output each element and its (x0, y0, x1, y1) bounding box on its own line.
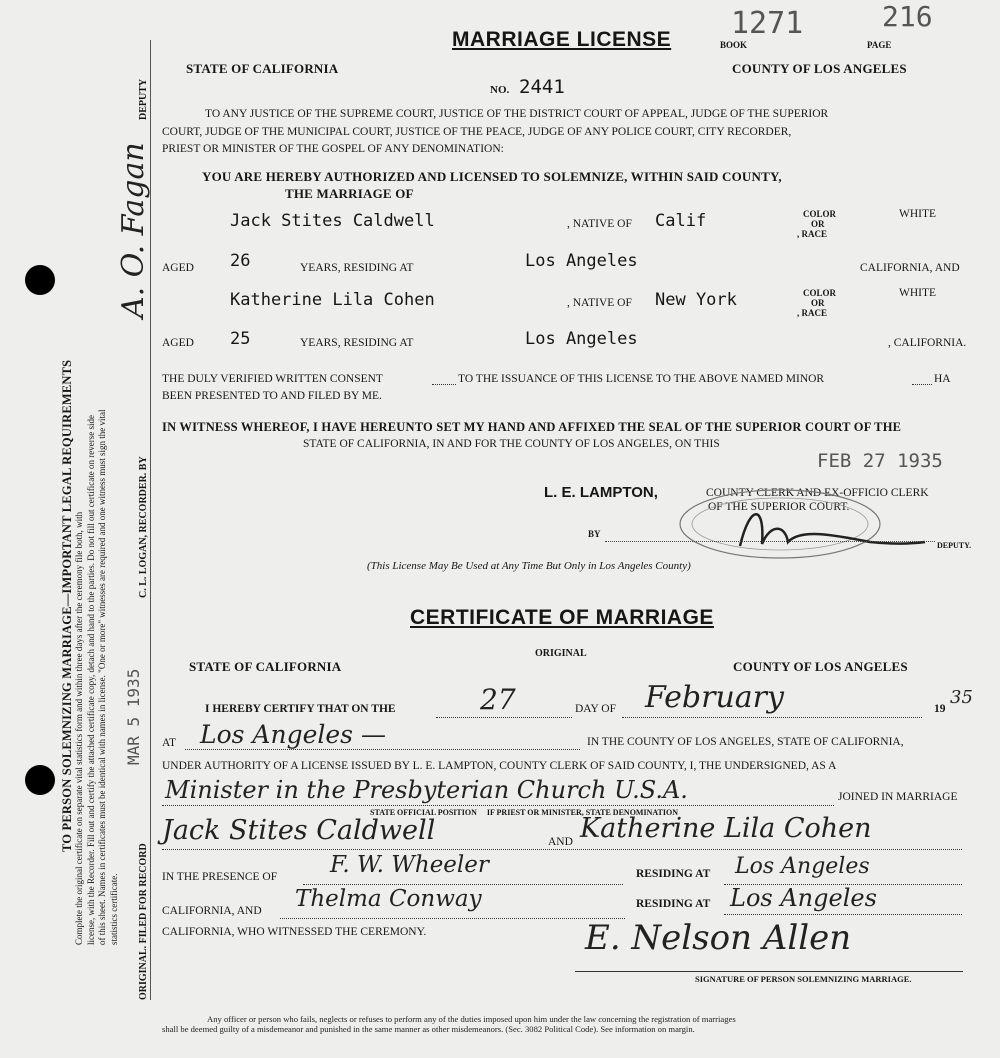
address-line: COURT, JUDGE OF THE MUNICIPAL COURT, JUSTICE OF THE PEACE, JUDGE OF ANY POLICE COURT, CITY RECORDER, (162, 126, 792, 138)
certify-label: I HEREBY CERTIFY THAT ON THE (205, 703, 396, 715)
native-of-label: , NATIVE OF (567, 218, 632, 230)
county-phrase: IN THE COUNTY OF LOS ANGELES, STATE OF CALIFORNIA, (587, 736, 904, 748)
license-date-stamp: FEB 27 1935 (817, 450, 943, 472)
license-deputy-label: DEPUTY. (937, 541, 972, 550)
consent-blank (432, 383, 456, 385)
recorder-filed-label: ORIGINAL. FILED FOR RECORD (138, 843, 149, 1000)
consent-label: HA (934, 373, 951, 385)
certificate-original-label: ORIGINAL (535, 648, 587, 659)
margin-deputy-label: DEPUTY (138, 78, 149, 120)
marriage-year: 35 (950, 687, 973, 708)
witness2-residence-line (724, 913, 962, 915)
california-and-label: CALIFORNIA, AND (860, 262, 960, 274)
groom-signature-name: Jack Stites Caldwell (162, 815, 436, 846)
book-number: 1271 (731, 6, 804, 41)
groom-age: 26 (230, 251, 251, 271)
day-line (436, 716, 572, 718)
or-label: OR (811, 219, 825, 229)
bride-signature-name: Katherine Lila Cohen (580, 813, 872, 844)
margin-instructions (74, 410, 120, 945)
bride-race: WHITE (899, 287, 937, 299)
authorized-line: YOU ARE HEREBY AUTHORIZED AND LICENSED TO SOLEMNIZE, WITHIN SAID COUNTY, (202, 169, 782, 184)
year-prefix: 19 (934, 703, 946, 715)
witness2-name: Thelma Conway (295, 886, 482, 912)
witness2-residence: Los Angeles (730, 884, 877, 912)
clerk-title: COUNTY CLERK AND EX-OFFICIO CLERK (706, 487, 929, 499)
month-line (622, 716, 922, 718)
day-of-label: DAY OF (575, 703, 617, 715)
margin-instructions-line: Complete the original certificate on separate vital statistics form and within three days after the ceremony file both, with (74, 511, 84, 945)
position-caption: STATE OFFICIAL POSITION IF PRIEST OR MINISTER, STATE DENOMINATION (370, 808, 678, 817)
authorized-line: THE MARRIAGE OF (285, 186, 414, 201)
footer-note (162, 1014, 736, 1034)
consent-label: TO THE ISSUANCE OF THIS LICENSE TO THE ABOVE NAMED MINOR (458, 373, 825, 385)
license-number: 2441 (519, 76, 565, 98)
by-label: BY (588, 529, 601, 539)
bride-name: Katherine Lila Cohen (230, 290, 435, 310)
years-residing-label: YEARS, RESIDING AT (300, 262, 414, 274)
groom-race: WHITE (899, 208, 937, 220)
residing-at-label: RESIDING AT (636, 898, 711, 910)
groom-name: Jack Stites Caldwell (230, 211, 435, 231)
margin-instructions-title: TO PERSON SOLEMNIZING MARRIAGE—IMPORTANT LEGAL REQUIREMENTS (60, 359, 74, 852)
witness1-line (303, 883, 623, 885)
certificate-title: CERTIFICATE OF MARRIAGE (410, 606, 714, 629)
deputy-signature-line (605, 541, 935, 542)
officiant-signature-line (575, 971, 963, 972)
filed-date-stamp: MAR 5 1935 (124, 668, 143, 765)
residing-at-label: RESIDING AT (636, 868, 711, 880)
recorder-name: C. L. LOGAN, RECORDER. BY (138, 456, 149, 598)
witnessed-label: CALIFORNIA, WHO WITNESSED THE CEREMONY. (162, 926, 427, 938)
native-of-label: , NATIVE OF (567, 297, 632, 309)
california-and-label: CALIFORNIA, AND (162, 905, 262, 917)
margin-instructions-line: statistics certificate. (108, 873, 119, 945)
consent-label: BEEN PRESENTED TO AND FILED BY ME. (162, 390, 382, 402)
clerk-name: L. E. LAMPTON, (544, 484, 658, 501)
license-usage-note: (This License May Be Used at Any Time But Only in Los Angeles County) (367, 560, 691, 572)
california-end-label: , CALIFORNIA. (888, 337, 967, 349)
punch-hole (25, 765, 55, 795)
color-label: COLOR (803, 209, 837, 219)
bride-age: 25 (230, 329, 251, 349)
address-line: TO ANY JUSTICE OF THE SUPREME COURT, JUSTICE OF THE DISTRICT COURT OF APPEAL, JUDGE OF THE SUPERIOR (205, 108, 829, 120)
signature-caption: SIGNATURE OF PERSON SOLEMNIZING MARRIAGE. (695, 974, 912, 984)
position-line (162, 804, 834, 806)
court-seal-and-deputy-signature (670, 484, 960, 564)
book-label: BOOK (720, 40, 748, 50)
marriage-place: Los Angeles — (200, 720, 386, 749)
years-residing-label: YEARS, RESIDING AT (300, 337, 414, 349)
certificate-county: COUNTY OF LOS ANGELES (733, 659, 908, 674)
joined-label: JOINED IN MARRIAGE (838, 791, 958, 803)
marriage-day: 27 (480, 683, 516, 716)
bride-native: New York (655, 290, 737, 310)
license-no-label: NO. (490, 84, 510, 96)
marriage-month: February (645, 680, 784, 715)
margin-instructions-line: license, with the Recorder. Fill out and certify the attached certificate copy, detach and hand to the parties. Do not fill out certificate on reverse side (85, 415, 96, 945)
presence-label: IN THE PRESENCE OF (162, 871, 278, 883)
groom-residence: Los Angeles (525, 251, 638, 271)
groom-native: Calif (655, 211, 707, 231)
bride-residence: Los Angeles (525, 329, 638, 349)
margin-instructions-line: of this sheet. Names in certificates must be identical with names in license. "One or more" witnesses are required and one witness must sign the vital (97, 409, 107, 945)
certificate-state: STATE OF CALIFORNIA (189, 659, 342, 674)
witness2-line (280, 917, 625, 919)
consent-label: THE DULY VERIFIED WRITTEN CONSENT (162, 373, 383, 385)
witness1-name: F. W. Wheeler (330, 852, 489, 878)
deputy-recorder-signature: A. O. Fagan (116, 142, 151, 318)
aged-label: AGED (162, 337, 194, 349)
race-label: , RACE (797, 229, 828, 239)
page-number: 216 (882, 0, 933, 33)
punch-hole (25, 265, 55, 295)
and-label: AND (548, 836, 573, 848)
license-state: STATE OF CALIFORNIA (186, 61, 339, 76)
names-line (162, 848, 962, 850)
authority-line: UNDER AUTHORITY OF A LICENSE ISSUED BY L. E. LAMPTON, COUNTY CLERK OF SAID COUNTY, I, THE UNDERSIGNED, AS A (162, 760, 837, 772)
clerk-title: OF THE SUPERIOR COURT. (708, 501, 850, 513)
at-label: AT (162, 737, 177, 749)
officiant-signature: E. Nelson Allen (585, 918, 852, 958)
color-label: COLOR (803, 288, 837, 298)
witness1-residence: Los Angeles (735, 854, 870, 879)
witness-whereof-line: IN WITNESS WHEREOF, I HAVE HEREUNTO SET MY HAND AND AFFIXED THE SEAL OF THE SUPERIOR COURT OF THE (162, 420, 902, 434)
footer-note-line: shall be deemed guilty of a misdemeanor and punished in the same manner as other misdemeanors. (Sec. 3082 Political Code). See information on margin. (162, 1024, 695, 1034)
race-label: , RACE (797, 308, 828, 318)
officiant-position: Minister in the Presbyterian Church U.S.A. (165, 776, 688, 804)
witness-whereof-line: STATE OF CALIFORNIA, IN AND FOR THE COUNTY OF LOS ANGELES, ON THIS (303, 438, 720, 450)
license-title: MARRIAGE LICENSE (452, 28, 672, 51)
or-label: OR (811, 298, 825, 308)
aged-label: AGED (162, 262, 194, 274)
consent-blank (912, 383, 932, 385)
footer-note-line: Any officer or person who fails, neglects or refuses to perform any of the duties imposed upon him under the law concerning the registration of marriages (207, 1014, 736, 1024)
address-line: PRIEST OR MINISTER OF THE GOSPEL OF ANY DENOMINATION: (162, 143, 504, 155)
license-county: COUNTY OF LOS ANGELES (732, 61, 907, 76)
page-label: PAGE (867, 40, 892, 50)
